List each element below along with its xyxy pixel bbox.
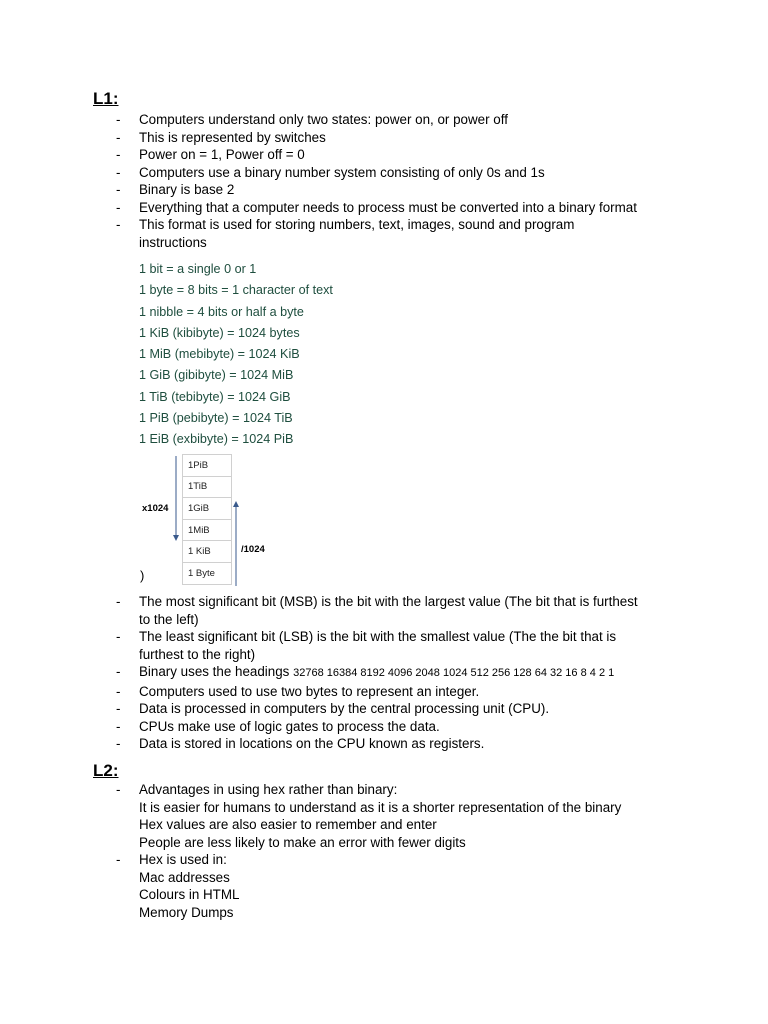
list-item: - The least significant bit (LSB) is the bit with the smallest value (The the bit that is furthest to the right) <box>116 629 617 662</box>
unit-item: 1 EiB (exbibyte) = 1024 PiB <box>139 432 294 447</box>
list-item: - Computers use a binary number system consisting of only 0s and 1s <box>116 164 545 180</box>
list-item: - Data is processed in computers by the central processing unit (CPU). <box>116 701 550 716</box>
list-item: - Computers understand only two states: power on, or power off <box>116 112 508 127</box>
unit-cell: 1TiB <box>183 476 232 498</box>
unit-cell: 1 KiB <box>183 541 232 563</box>
unit-item: 1 MiB (mebibyte) = 1024 KiB <box>139 347 300 362</box>
heading-l1: L1: <box>93 89 119 108</box>
unit-item: 1 PiB (pebibyte) = 1024 TiB <box>139 411 293 426</box>
list-item: - CPUs make use of logic gates to process the data. <box>116 718 440 734</box>
l1-bullet-list-bottom <box>0 593 768 753</box>
unit-item: 1 KiB (kibibyte) = 1024 bytes <box>139 325 300 340</box>
list-item: - Computers used to use two bytes to represent an integer. <box>116 683 480 699</box>
list-item: - Hex is used in: Mac addresses Colours in HTML Memory Dumps <box>116 852 240 920</box>
list-item: - Advantages in using hex rather than binary: It is easier for humans to understand as it is a shorter representation of the binary Hex values are also easier to remember and enter People are less likely to make an error with fewer digits <box>116 782 622 850</box>
list-item: - This is represented by switches <box>116 129 326 145</box>
list-item: - Data is stored in locations on the CPU known as registers. <box>116 736 485 751</box>
unit-cell: 1GiB <box>183 498 232 520</box>
l2-bullet-list <box>0 781 768 921</box>
l1-bullet-list-top <box>0 111 768 251</box>
stray-parenthesis: ) <box>140 568 145 583</box>
unit-item: 1 bit = a single 0 or 1 <box>139 262 257 276</box>
multiply-label: x1024 <box>142 503 169 514</box>
unit-conversion-diagram <box>130 452 290 592</box>
binary-headings: 32768 16384 8192 4096 2048 1024 512 256 128 64 32 16 8 4 2 1 <box>293 667 615 679</box>
heading-l2: L2: <box>93 761 119 780</box>
unit-item: 1 nibble = 4 bits or half a byte <box>139 304 304 319</box>
unit-stack-table <box>182 454 232 585</box>
unit-item: 1 byte = 8 bits = 1 character of text <box>139 283 333 298</box>
list-item: - Power on = 1, Power off = 0 <box>116 147 305 162</box>
list-item: - This format is used for storing numbers, text, images, sound and program instructions <box>116 217 575 250</box>
list-item: - Everything that a computer needs to process must be converted into a binary format <box>116 199 637 215</box>
unit-cell: 1 Byte <box>183 562 232 584</box>
list-item: - The most significant bit (MSB) is the bit with the largest value (The bit that is furthest to the left) <box>116 594 638 627</box>
unit-cell: 1MiB <box>183 519 232 541</box>
list-item: - Binary uses the headings 32768 16384 8192 4096 2048 1024 512 256 128 64 32 16 8 4 2 1 <box>116 664 615 679</box>
unit-cell: 1PiB <box>183 455 232 477</box>
divide-label: /1024 <box>241 544 265 555</box>
list-item: - Binary is base 2 <box>116 182 235 197</box>
storage-units-list <box>139 259 333 451</box>
unit-item: 1 TiB (tebibyte) = 1024 GiB <box>139 389 291 404</box>
unit-item: 1 GiB (gibibyte) = 1024 MiB <box>139 368 294 383</box>
